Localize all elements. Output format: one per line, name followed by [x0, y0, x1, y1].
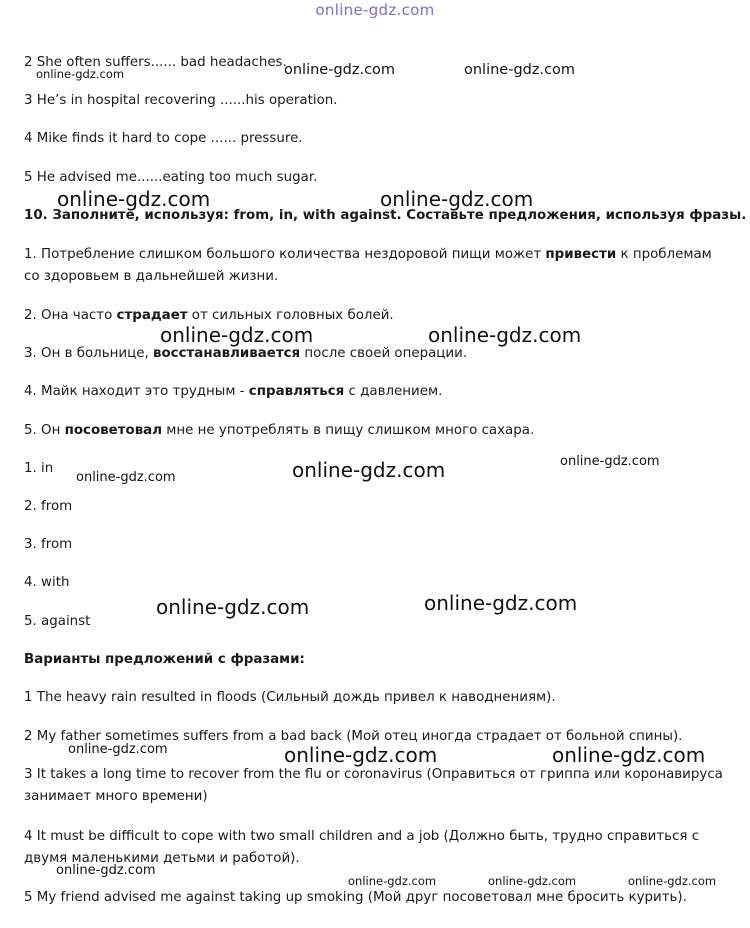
answer-2: 2. from	[24, 499, 73, 514]
exercise10-title: 10. Заполните, используя: from, in, with against. Составьте предложения, используя фразы.	[24, 208, 747, 223]
watermark: online-gdz.com	[56, 863, 156, 878]
watermark: online-gdz.com	[428, 323, 582, 347]
watermark: online-gdz.com	[156, 595, 310, 619]
exercise9-line-3: 3 He’s in hospital recovering ......his operation.	[24, 93, 338, 108]
exercise9-line-2: 2 She often suffers...... bad headaches.	[24, 55, 287, 70]
sentence-text: 1. Потребление слишком большого количества нездоровой пищи может	[24, 247, 546, 262]
sentence-text: после своей операции.	[300, 346, 468, 361]
exercise10-sentence-4	[24, 381, 442, 403]
phrase-item-3: 3 It takes a long time to recover from the flu or coronavirus (Оправиться от гриппа или коронавируса занимает много времени)	[24, 767, 723, 804]
sentence-keyword: привести	[545, 247, 617, 262]
watermark: online-gdz.com	[160, 323, 314, 347]
sentence-keyword: справляться	[248, 384, 345, 399]
sentence-text: от сильных головных болей.	[187, 308, 394, 323]
answer-4: 4. with	[24, 575, 70, 590]
watermark: online-gdz.com	[348, 874, 437, 888]
sentence-text: 3. Он в больнице,	[24, 346, 153, 361]
watermark: online-gdz.com	[488, 874, 577, 888]
watermark: online-gdz.com	[284, 62, 396, 78]
exercise9-line-5: 5 He advised me......eating too much sugar.	[24, 170, 318, 185]
phrase-item-1: 1 The heavy rain resulted in floods (Сильный дождь привел к наводнениям).	[24, 690, 556, 705]
watermark: online-gdz.com	[76, 470, 176, 485]
watermark: online-gdz.com	[36, 67, 125, 81]
answer-3: 3. from	[24, 537, 73, 552]
watermark: online-gdz.com	[57, 187, 211, 211]
phrase-item-4: 4 It must be difficult to cope with two small children and a job (Должно быть, трудно справиться с двумя маленькими детьми и работой).	[24, 829, 700, 866]
sentence-keyword: посоветовал	[64, 423, 163, 438]
answer-1: 1. in	[24, 461, 54, 476]
sentence-text: 2. Она часто	[24, 308, 117, 323]
sentence-text: 4. Майк находит это трудным -	[24, 384, 249, 399]
watermark: online-gdz.com	[68, 742, 168, 757]
sentence-text: мне не употреблять в пищу слишком много сахара.	[162, 423, 535, 438]
watermark: online-gdz.com	[552, 743, 706, 767]
watermark: online-gdz.com	[292, 458, 446, 482]
watermark: online-gdz.com	[424, 591, 578, 615]
watermark: online-gdz.com	[380, 187, 534, 211]
watermark: online-gdz.com	[628, 874, 717, 888]
phrase-item-2: 2 My father sometimes suffers from a bad back (Мой отец иногда страдает от больной спины).	[24, 729, 683, 744]
watermark: online-gdz.com	[560, 454, 660, 469]
answer-5: 5. against	[24, 614, 91, 629]
sentence-text: с давлением.	[344, 384, 443, 399]
sentence-text: к проблемам со здоровьем в дальнейшей жизни.	[24, 247, 712, 284]
watermark: online-gdz.com	[284, 743, 438, 767]
phrase-item-5: 5 My friend advised me against taking up smoking (Мой друг посоветовал мне бросить курить).	[24, 890, 687, 905]
header-watermark: online-gdz.com	[315, 1, 435, 19]
watermark: online-gdz.com	[464, 62, 576, 78]
sentence-keyword: восстанавливается	[152, 346, 301, 361]
exercise10-sentence-5	[24, 420, 534, 442]
phrases-heading: Варианты предложений с фразами:	[24, 652, 305, 667]
sentence-text: 5. Он	[24, 423, 65, 438]
sentence-keyword: страдает	[116, 308, 188, 323]
exercise10-sentence-1	[24, 244, 729, 288]
exercise9-line-4: 4 Mike finds it hard to cope ...... pressure.	[24, 131, 303, 146]
